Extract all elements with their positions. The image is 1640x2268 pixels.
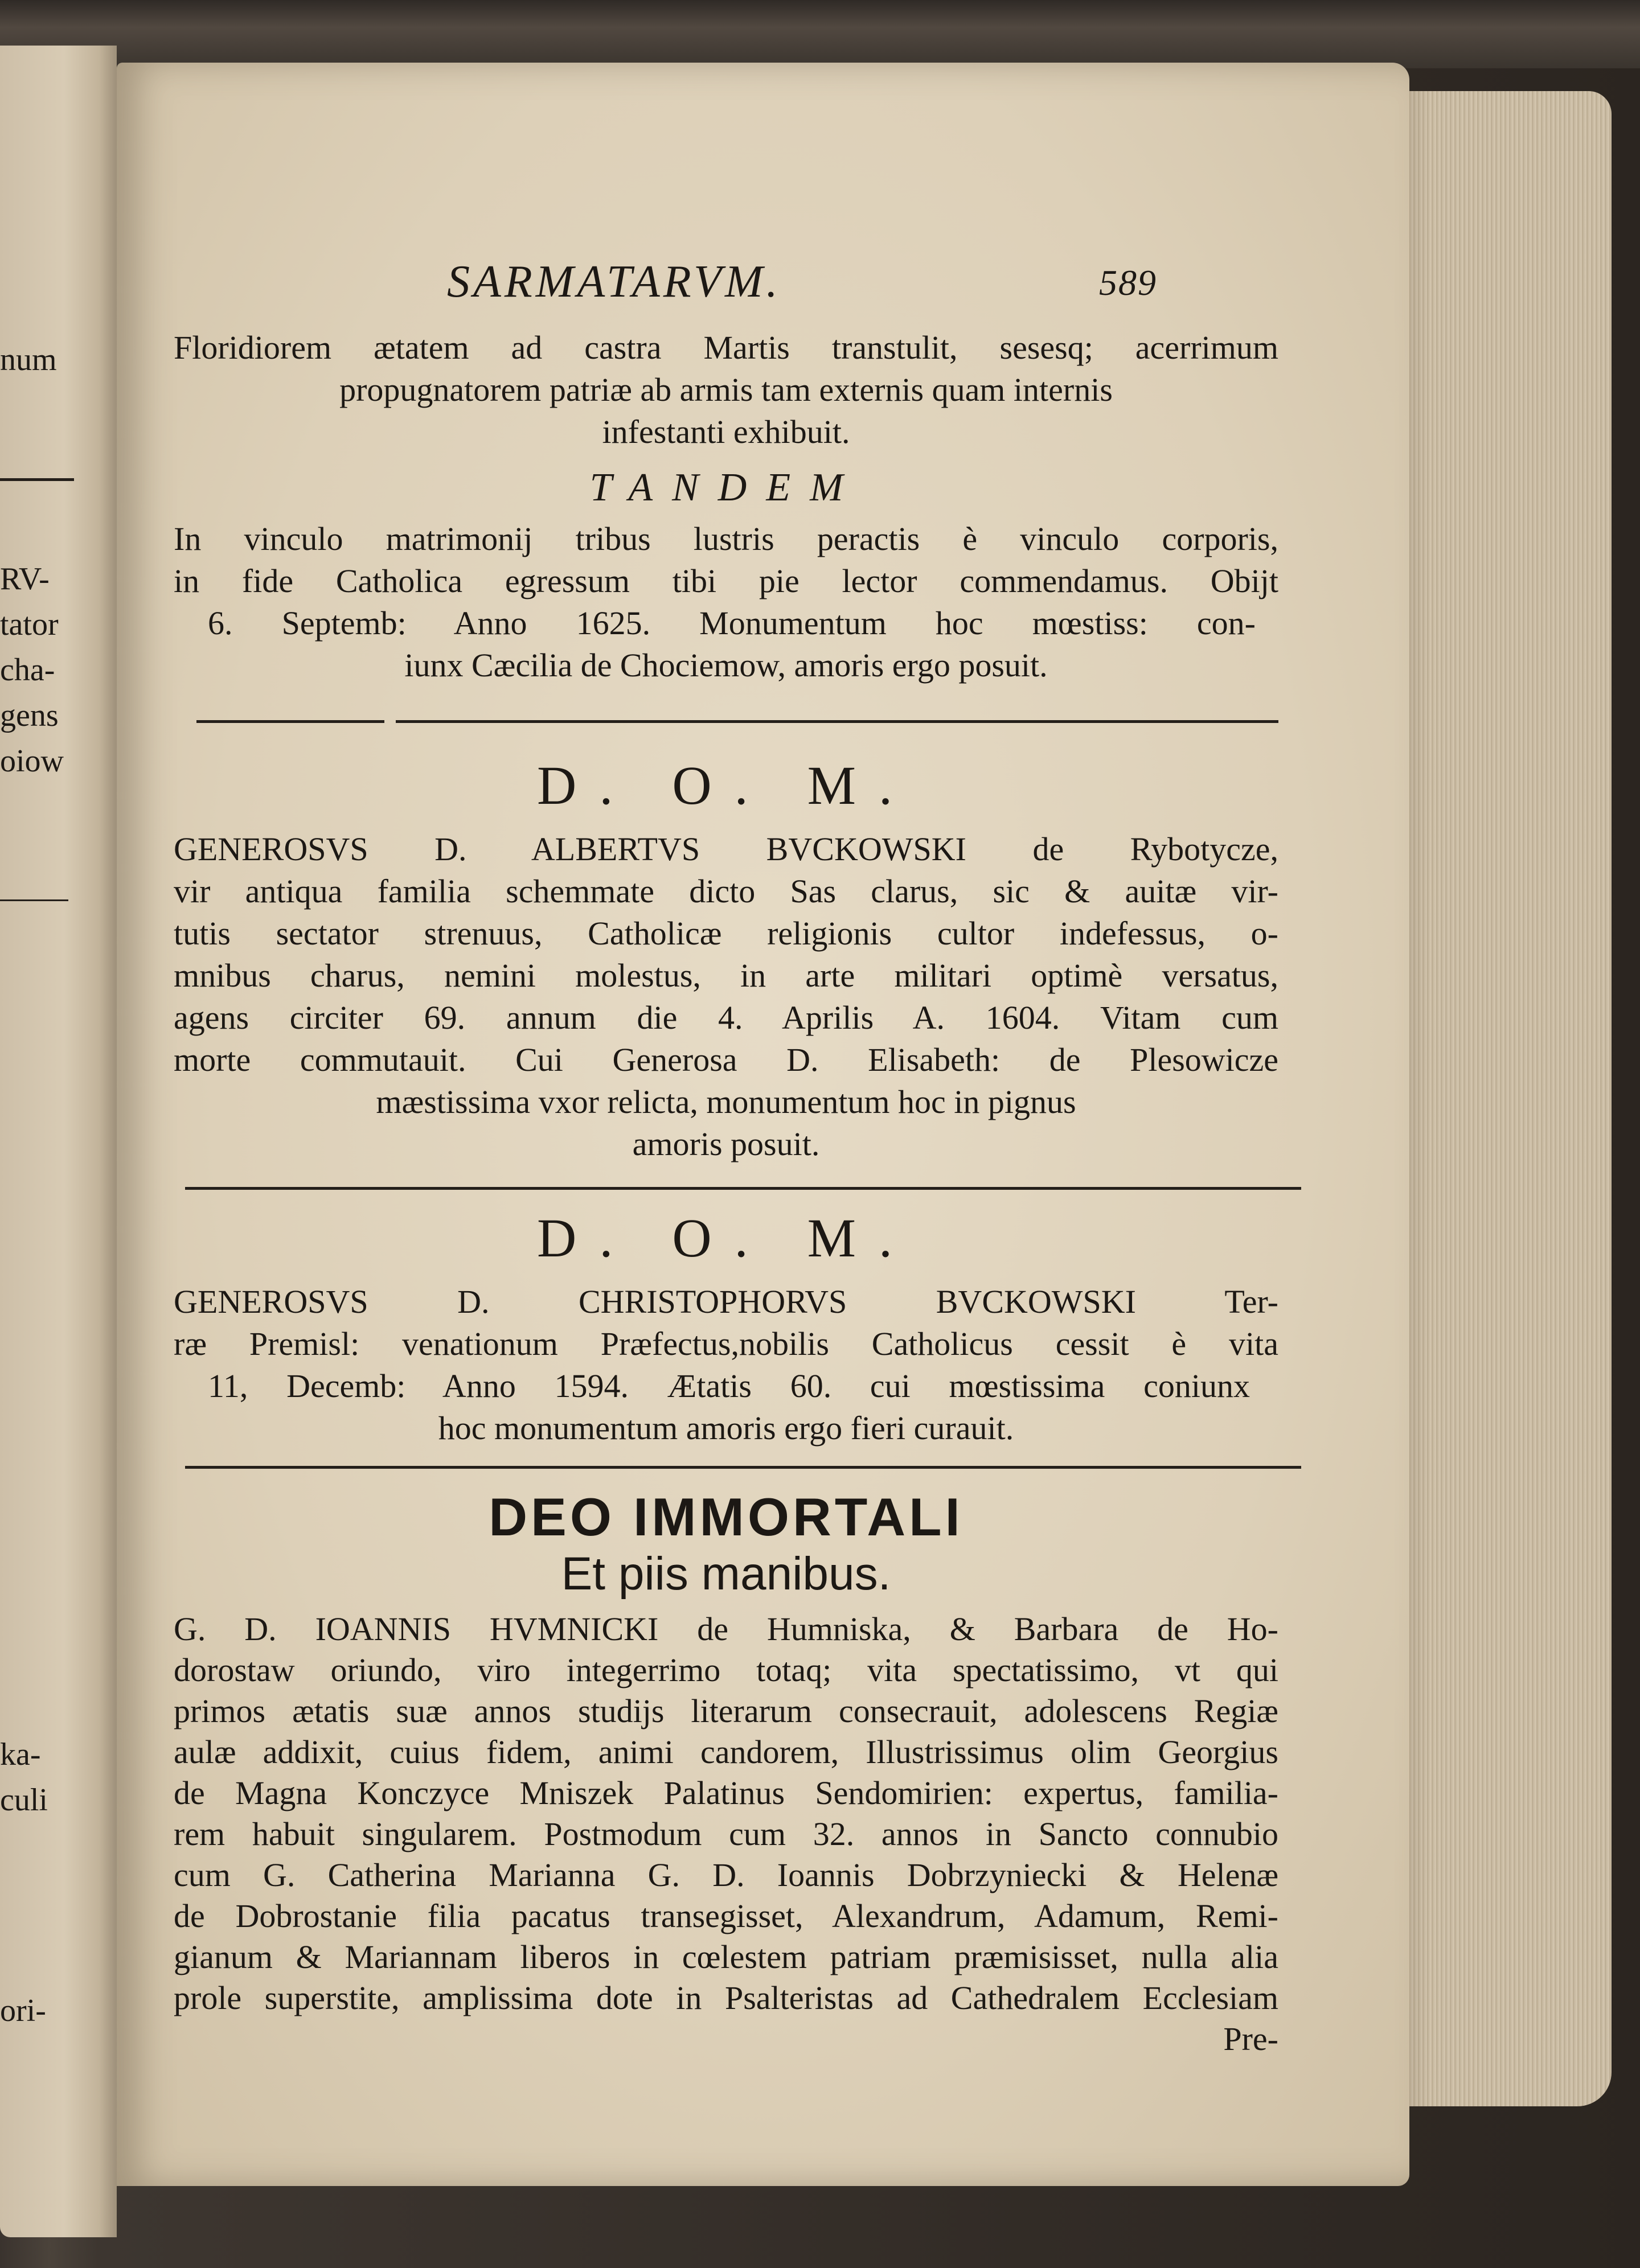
epitaph-subheading: Et piis manibus. <box>561 1548 891 1600</box>
text-line: dorostaw oriundo, viro integerrimo totaq; vita spectatissimo, vt qui <box>174 1651 1278 1688</box>
text-line: tutis sectator strenuus, Catholicæ religionis cultor indefessus, o- <box>174 915 1278 952</box>
text-line: in fide Catholica egressum tibi pie lector commendamus. Obijt <box>174 562 1278 599</box>
text-line: 11, Decemb: Anno 1594. Ætatis 60. cui mœstissima coniunx <box>208 1367 1250 1404</box>
left-page <box>0 46 117 2237</box>
text-line: propugnatorem patriæ ab armis tam externis quam internis <box>339 371 1113 408</box>
text-line: de Magna Konczyce Mniszek Palatinus Sendomirien: expertus, familia- <box>174 1774 1278 1811</box>
section-rule <box>196 720 384 723</box>
text-line: gianum & Mariannam liberos in cœlestem patriam præmisisset, nulla alia <box>174 1938 1278 1975</box>
text-line: G. D. IOANNIS HVMNICKI de Humniska, & Barbara de Ho- <box>174 1610 1278 1647</box>
text-line: primos ætatis suæ annos studijs literarum consecrauit, adolescens Regiæ <box>174 1692 1278 1729</box>
text-line: mæstissima vxor relicta, monumentum hoc in pignus <box>376 1083 1076 1120</box>
text-line: ræ Premisl: venationum Præfectus,nobilis Catholicus cessit è vita <box>174 1325 1278 1362</box>
text-line: vir antiqua familia schemmate dicto Sas clarus, sic & auitæ vir- <box>174 873 1278 910</box>
left-margin-word: tator <box>0 607 59 642</box>
left-margin-word: cha- <box>0 652 55 688</box>
epitaph-heading: DEO IMMORTALI <box>489 1487 964 1547</box>
text-line: mnibus charus, nemini molestus, in arte militari optimè versatus, <box>174 957 1278 994</box>
text-line: de Dobrostanie filia pacatus transegisset, Alexandrum, Adamum, Remi- <box>174 1897 1278 1934</box>
epitaph-heading: D. O. M. <box>536 1207 915 1268</box>
text-line: amoris posuit. <box>632 1125 820 1162</box>
epitaph-heading: D. O. M. <box>536 755 915 816</box>
left-margin-word: num <box>0 342 57 377</box>
left-margin-word: RV- <box>0 561 50 597</box>
tandem-heading: TANDEM <box>589 466 863 510</box>
text-line: GENEROSVS D. ALBERTVS BVCKOWSKI de Rybotycze, <box>174 831 1278 868</box>
left-page-rule <box>0 478 74 481</box>
left-page-rule <box>0 899 68 901</box>
text-line: In vinculo matrimonij tribus lustris peractis è vinculo corporis, <box>174 520 1278 557</box>
text-line: cum G. Catherina Marianna G. D. Ioannis Dobrzyniecki & Helenæ <box>174 1856 1278 1893</box>
catchword: Pre- <box>1223 2020 1278 2057</box>
left-margin-word: gens <box>0 698 59 733</box>
text-line: iunx Cæcilia de Chociemow, amoris ergo posuit. <box>404 647 1048 684</box>
page-number: 589 <box>1099 262 1157 303</box>
text-line: morte commutauit. Cui Generosa D. Elisabeth: de Plesowicze <box>174 1041 1278 1078</box>
left-margin-word: ka- <box>0 1737 41 1772</box>
section-rule <box>396 720 1278 723</box>
running-head-title: SARMATARVM. <box>447 257 781 307</box>
fore-edge <box>1407 91 1612 2106</box>
recto-page <box>117 63 1409 2186</box>
text-line: agens circiter 69. annum die 4. Aprilis A. 1604. Vitam cum <box>174 999 1278 1036</box>
text-line: Floridiorem ætatem ad castra Martis transtulit, sesesq; acerrimum <box>174 329 1278 366</box>
text-line: hoc monumentum amoris ergo fieri curauit. <box>438 1410 1014 1447</box>
left-margin-word: oiow <box>0 743 64 779</box>
text-line: infestanti exhibuit. <box>602 413 850 450</box>
left-margin-word: ori- <box>0 1993 46 2028</box>
book-headband <box>0 0 1640 68</box>
left-margin-word: culi <box>0 1782 48 1818</box>
section-rule <box>185 1466 1301 1469</box>
text-line: prole superstite, amplissima dote in Psalteristas ad Cathedralem Ecclesiam <box>174 1979 1278 2016</box>
section-rule <box>185 1187 1301 1190</box>
text-line: aulæ addixit, cuius fidem, animi candorem, Illustrissimus olim Georgius <box>174 1733 1278 1770</box>
text-line: rem habuit singularem. Postmodum cum 32. annos in Sancto connubio <box>174 1815 1278 1852</box>
text-line: GENEROSVS D. CHRISTOPHORVS BVCKOWSKI Ter- <box>174 1283 1278 1320</box>
text-line: 6. Septemb: Anno 1625. Monumentum hoc mœstiss: con- <box>208 605 1256 642</box>
